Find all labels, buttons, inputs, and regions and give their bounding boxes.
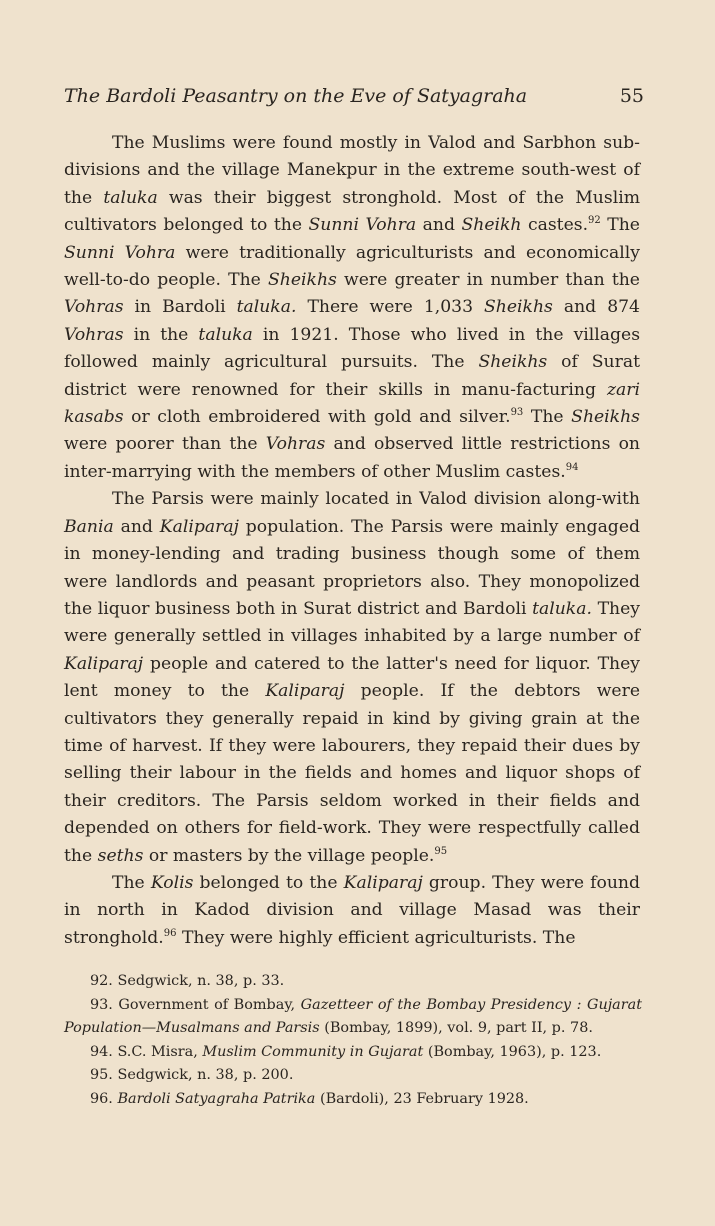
page-number: 55 [619, 85, 644, 107]
text-run: They were generally settled in villages inhabited by a large number of [64, 598, 640, 647]
footnote-ref: 92 [588, 215, 601, 227]
italic-text: Kolis [150, 872, 194, 893]
text-run: They were highly efficient agriculturists. The [176, 927, 576, 948]
text-run: people. If the debtors were cultivators they generally repaid in kind by giving grain at the time of harvest. If they were labourers, they repaid their dues by selling their labour in the fields and homes and liquor shops of their creditors. The Parsis seldom worked in their fields and depended on others for field-work. They were respectfully called the [64, 681, 640, 866]
italic-text: taluka [103, 187, 158, 208]
italic-text: Sheikh [461, 215, 522, 236]
text-run: were traditionally agriculturists and economically well-to-do people. The [64, 242, 640, 291]
text-run: 93. Government of Bombay, [90, 996, 301, 1013]
text-run: was their biggest stronghold. Most of the Muslim cultivators belonged to the [64, 187, 640, 236]
text-run: The [600, 215, 640, 236]
text-run: 96. [90, 1090, 118, 1107]
text-run: (Bombay, 1963), p. 123. [423, 1043, 602, 1060]
text-run: There were 1,033 [296, 297, 485, 318]
italic-text: taluka [198, 324, 253, 345]
footnote [64, 1064, 642, 1088]
text-run: The Parsis were mainly located in Valod division along-with [112, 489, 640, 510]
text-run: and 874 [552, 297, 640, 318]
footnote-ref: 93 [510, 407, 524, 419]
italic-text: Kaliparaj [159, 516, 239, 537]
footnote-ref: 94 [565, 461, 579, 473]
italic-text: Muslim Community in Gujarat [202, 1043, 424, 1060]
text-run: 94. S.C. Misra, [90, 1043, 203, 1060]
text-run: castes. [521, 215, 589, 236]
paragraph [64, 486, 640, 870]
text-run: or cloth embroidered with gold and silver. [123, 407, 511, 428]
italic-text: seths [97, 845, 144, 866]
text-run: The [523, 407, 572, 428]
text-run: in Bardoli [123, 297, 237, 318]
text-run: were poorer than the [64, 434, 266, 455]
italic-text: Gazetteer of the Bombay Presidency : Gujarat Population—Musalmans and Parsis [64, 996, 642, 1036]
text-run: in 1921. Those who lived in the villages followed mainly agricultural pursuits. The [64, 324, 641, 373]
italic-text: Kaliparaj [64, 653, 144, 674]
italic-text: Vohras [64, 297, 124, 318]
italic-text: Vohras [265, 434, 326, 455]
italic-text: Kaliparaj [265, 681, 345, 702]
footnote [64, 970, 642, 994]
text-run: in the [123, 324, 199, 345]
footnote-ref: 95 [434, 845, 448, 857]
text-run: of Surat district were renowned for their skills in manu-facturing [64, 352, 640, 400]
text-run: people and catered to the latter's need for liquor. They lent money to the [64, 653, 640, 702]
italic-text: Vohras [64, 324, 124, 345]
italic-text: Bardoli Satyagraha Patrika [117, 1090, 316, 1107]
italic-text: Sheikhs [268, 270, 337, 291]
running-title: The Bardoli Peasantry on the Eve of Satyagraha [64, 85, 528, 107]
text-run: (Bardoli), 23 February 1928. [315, 1090, 529, 1107]
text-run: group. They were found in north in Kadod division and village Masad was their stronghold. [64, 872, 640, 948]
italic-text: Bania [64, 516, 114, 537]
paragraph [64, 870, 640, 952]
italic-text: Sunni Vohra [308, 215, 417, 236]
italic-text: Sheikhs [484, 297, 553, 318]
text-run: population. The Parsis were mainly engaged in money-lending and trading business though some of them were landlords and peasant proprietors also. They monopolized the liquor business both in Surat district and Bardoli [64, 516, 640, 619]
paragraph [64, 130, 640, 486]
running-header [64, 84, 644, 108]
italic-text: Sheikhs [571, 407, 640, 428]
text-run: and observed little restrictions on inter-marrying with the members of other Muslim castes. [64, 434, 640, 482]
italic-text: taluka. [236, 297, 297, 318]
text-run: and [416, 215, 462, 236]
footnote [64, 994, 642, 1041]
footnotes [64, 970, 642, 1111]
text-run: 92. Sedgwick, n. 38, p. 33. [90, 973, 285, 989]
text-run: were greater in number than the [336, 270, 640, 291]
text-run: The [112, 872, 151, 893]
text-run: belonged to the [193, 872, 344, 893]
italic-text: Kaliparaj [343, 872, 423, 893]
text-run: 95. Sedgwick, n. 38, p. 200. [90, 1067, 294, 1083]
text-run: The Muslims were found mostly in Valod and Sarbhon sub-divisions and the village Manekpur in the extreme south-west of the [64, 133, 640, 208]
text-run: (Bombay, 1899), vol. 9, part II, p. 78. [319, 1020, 593, 1036]
text-run: or masters by the village people. [143, 845, 435, 866]
italic-text: taluka. [532, 598, 592, 619]
footnote [64, 1088, 642, 1112]
italic-text: zari kasabs [64, 379, 640, 428]
footnote [64, 1041, 642, 1065]
italic-text: Sunni Vohra [64, 242, 176, 263]
body-text [64, 130, 640, 952]
italic-text: Sheikhs [478, 352, 548, 373]
text-run: and [113, 516, 160, 537]
footnote-ref: 96 [163, 927, 177, 939]
